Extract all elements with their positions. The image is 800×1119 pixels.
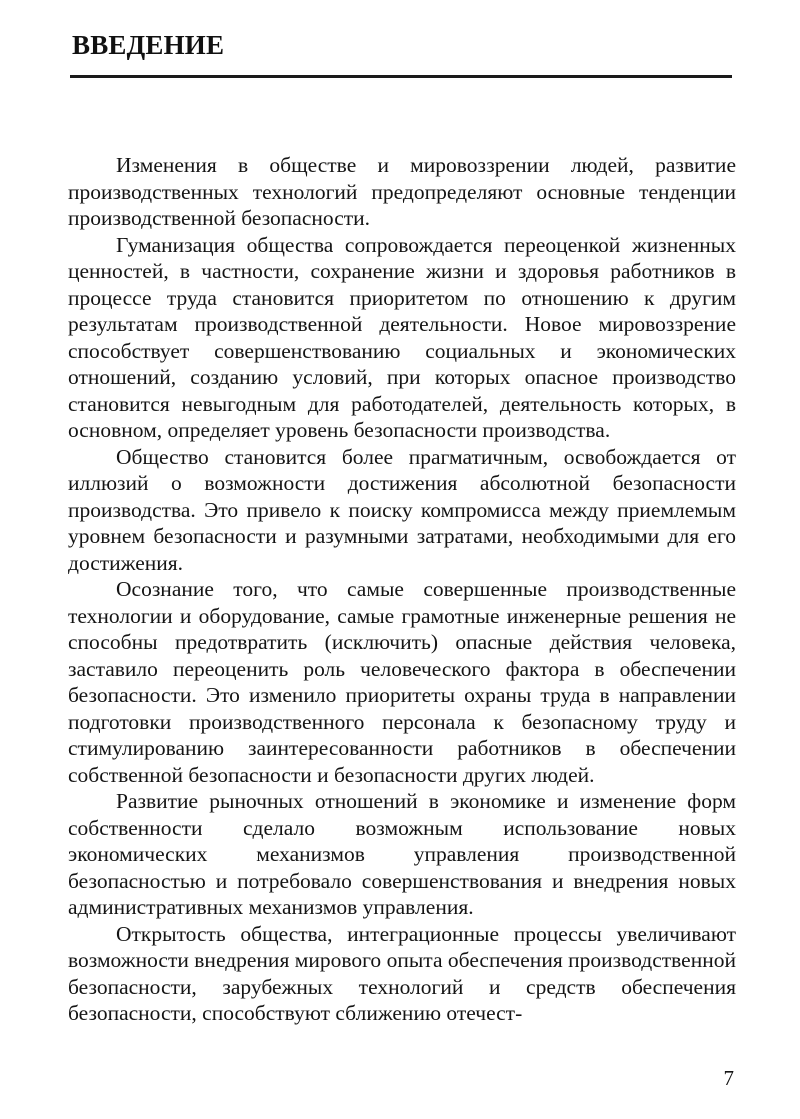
paragraph-4: Осознание того, что самые совершенные производственные технологии и оборудование, самые грамотные инженерные решения не способны предотвратить (исключить) опасные действия человека, заставило переоценить роль человеческого фактора в обеспечении безопасности. Это изменило приоритеты охраны труда в направлении подготовки производственного персонала к безопасному труду и стимулированию заинтересованности работников в обеспечении собственной безопасности и безопасности других людей. [68, 577, 736, 787]
body-text [68, 152, 736, 1027]
paragraph-1: Изменения в обществе и мировоззрении людей, развитие производственных технологий предопределяют основные тенденции производственной безопасности. [68, 153, 736, 230]
paragraph-2: Гуманизация общества сопровождается переоценкой жизненных ценностей, в частности, сохранение жизни и здоровья работников в процессе труда становится приоритетом по отношению к другим результатам производственной деятельности. Новое мировоззрение способствует совершенствованию социальных и экономических отношений, созданию условий, при которых опасное производство становится невыгодным для работодателей, деятельность которых, в основном, определяет уровень безопасности производства. [68, 232, 736, 442]
paragraph-3: Общество становится более прагматичным, освобождается от иллюзий о возможности достижения абсолютной безопасности производства. Это привело к поиску компромисса между приемлемым уровнем безопасности и разумными затратами, необходимыми для его достижения. [68, 444, 736, 575]
paragraph-6: Открытость общества, интеграционные процессы увеличивают возможности внедрения мирового опыта обеспечения производственной безопасности, зарубежных технологий и средств обеспечения безопасности, способствуют сближению отечест- [68, 921, 736, 1025]
page-number: 7 [723, 1066, 734, 1090]
paragraph-5: Развитие рыночных отношений в экономике и изменение форм собственности сделало возможным использование новых экономических механизмов управления производственной безопасностью и потребовало совершенствования и внедрения новых административных механизмов управления. [68, 789, 736, 919]
title-divider [70, 75, 732, 78]
chapter-title: ВВЕДЕНИЕ [72, 30, 225, 60]
